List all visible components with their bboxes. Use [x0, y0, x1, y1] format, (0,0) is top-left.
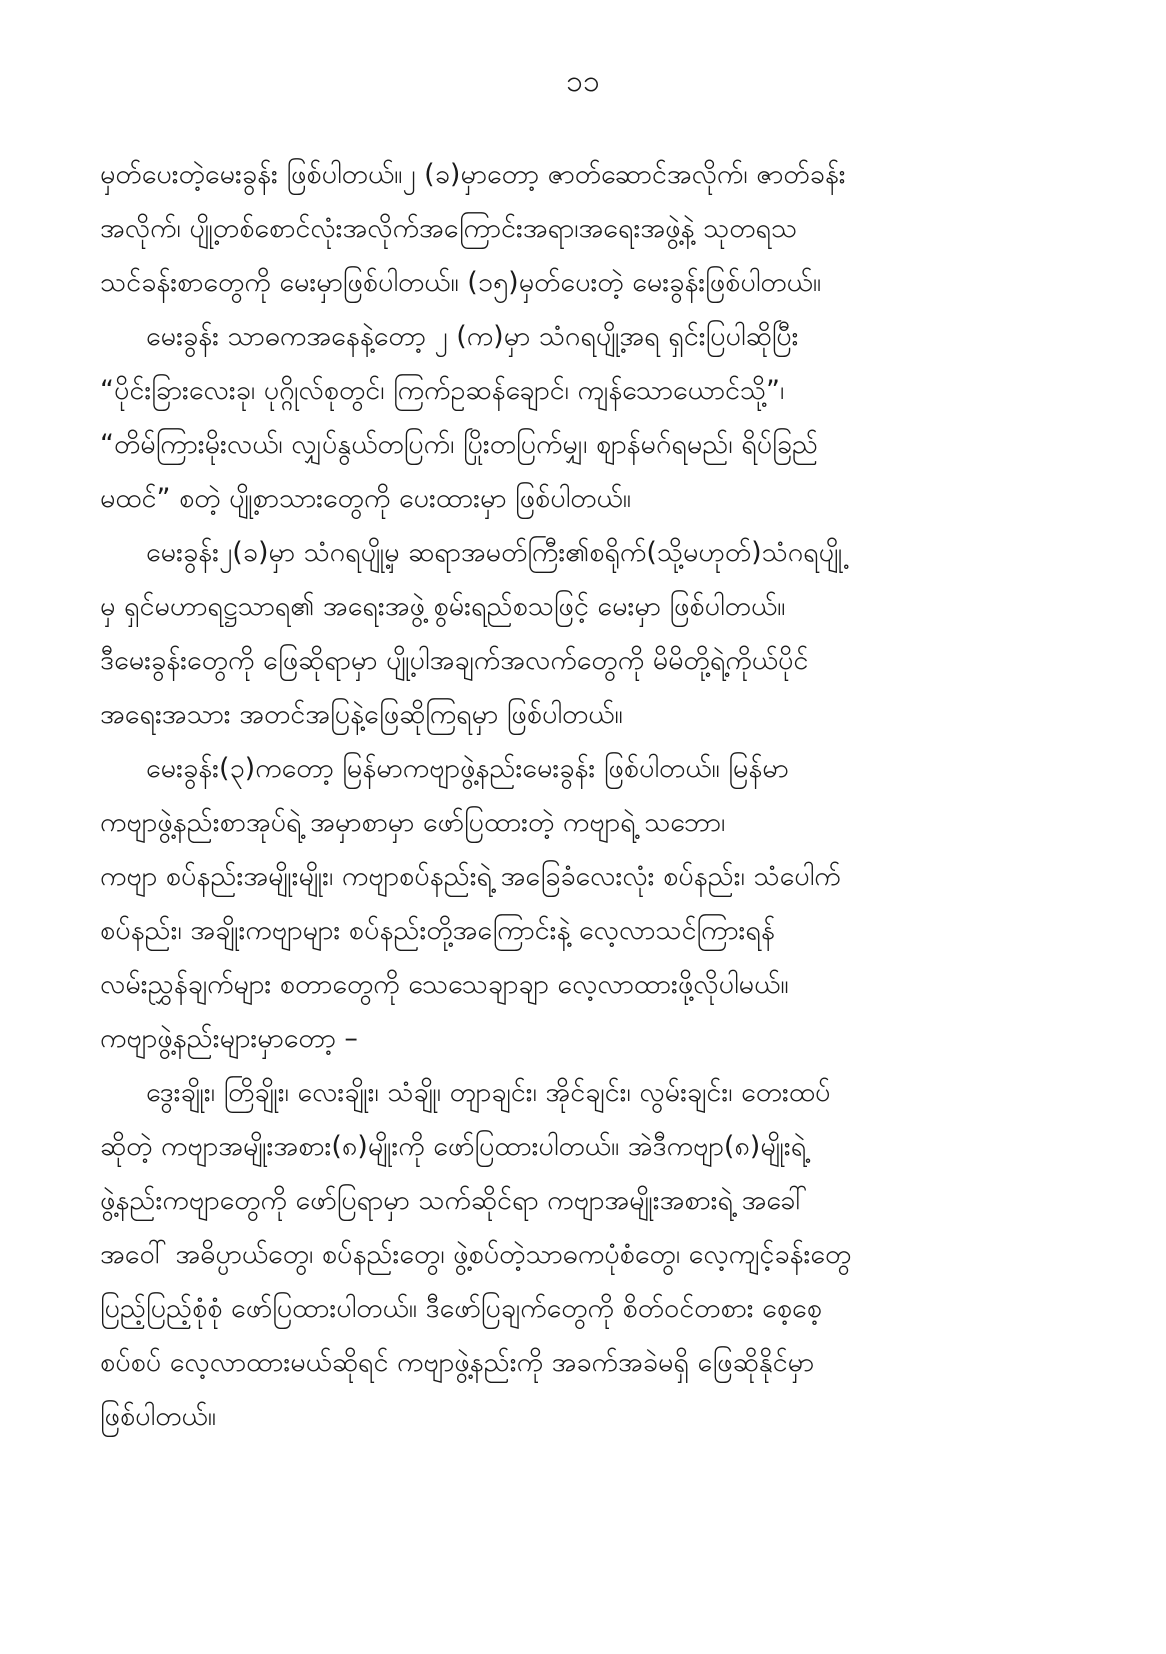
page-number: ၁၁ [566, 64, 600, 99]
text-line: “ပိုင်းခြားလေးခု၊ ပုဂ္ဂိုလ်စုတွင်၊ ကြက်ဥဆန်ချောင်၊ ကျန်သောယောင်သို့”၊ [100, 375, 785, 406]
paragraph-first-line: မေးခွန်း(၃)ကတော့ မြန်မာကဗျာဖွဲ့နည်းမေးခွန်း ဖြစ်ပါတယ်။ မြန်မာ [146, 753, 789, 784]
text-line: အဝေါ် အဓိပ္ပာယ်တွေ၊ စပ်နည်းတွေ၊ ဖွဲ့စပ်တဲ့သာဓကပုံစံတွေ၊ လေ့ကျင့်ခန်းတွေ [100, 1239, 852, 1270]
paragraph-first-line: ဒွေးချိုး၊ တြိချိုး၊ လေးချိုး၊ သံချို၊ တျာချင်း၊ အိုင်ချင်း၊ လွမ်းချင်း၊ တေးထပ် [146, 1077, 831, 1108]
paragraph-first-line: မေးခွန်း၂(ခ)မှာ သံဂရပျို့မှ ဆရာအမတ်ကြီး၏စရိုက်(သို့မဟုတ်)သံဂရပျို့ [146, 537, 843, 568]
text-line: မှတ်ပေးတဲ့မေးခွန်း ဖြစ်ပါတယ်။၂ (ခ)မှာတော့ ဇာတ်ဆောင်အလိုက်၊ ဇာတ်ခန်း [100, 159, 846, 190]
text-line: ပြည့်ပြည့်စုံစုံ ဖော်ပြထားပါတယ်။ ဒီဖော်ပြချက်တွေကို စိတ်ဝင်တစား စေ့စေ့ [100, 1293, 822, 1324]
text-line: ဖွဲ့နည်းကဗျာတွေကို ဖော်ပြရာမှာ သက်ဆိုင်ရာ ကဗျာအမျိုးအစားရဲ့ အခေါ် [100, 1185, 808, 1216]
text-line: မှ ရှင်မဟာရဋ္ဌသာရ၏ အရေးအဖွဲ့ စွမ်းရည်စသဖြင့် မေးမှာ ဖြစ်ပါတယ်။ [100, 591, 786, 622]
text-line: ဖြစ်ပါတယ်။ [100, 1401, 216, 1432]
text-line: ကဗျာဖွဲ့နည်းစာအုပ်ရဲ့ အမှာစာမှာ ဖော်ပြထားတဲ့ ကဗျာရဲ့ သဘော၊ [100, 807, 726, 838]
body-text [100, 148, 1068, 1444]
text-line: လမ်းညွှန်ချက်များ စတာတွေကို သေသေချာချာ လေ့လာထားဖို့လိုပါမယ်။ [100, 969, 789, 1000]
text-line: သင်ခန်းစာတွေကို မေးမှာဖြစ်ပါတယ်။ (၁၅)မှတ်ပေးတဲ့ မေးခွန်းဖြစ်ပါတယ်။ [100, 267, 822, 298]
paragraph-first-line: မေးခွန်း သာဓကအနေနဲ့တော့ ၂ (က)မှာ သံဂရပျို့အရ ရှင်းပြပါဆိုပြီး [146, 321, 799, 352]
text-line: ကဗျာ စပ်နည်းအမျိုးမျိုး၊ ကဗျာစပ်နည်းရဲ့ အခြေခံလေးလုံး စပ်နည်း၊ သံပေါက် [100, 861, 841, 892]
text-line: ဒီမေးခွန်းတွေကို ဖြေဆိုရာမှာ ပျို့ပါအချက်အလက်တွေကို မိမိတို့ရဲ့ကိုယ်ပိုင် [100, 645, 809, 676]
text-line: ဆိုတဲ့ ကဗျာအမျိုးအစား(၈)မျိုးကို ဖော်ပြထားပါတယ်။ အဲဒီကဗျာ(၈)မျိုးရဲ့ [100, 1131, 807, 1162]
text-line: “တိမ်ကြားမိုးလယ်၊ လျှပ်နွယ်တပြက်၊ ပြိုးတပြက်မျှ၊ စျာန်မဂ်ရမည်၊ ရိပ်ခြည် [100, 429, 818, 460]
text-line: အလိုက်၊ ပျို့တစ်စောင်လုံးအလိုက်အကြောင်းအရာ၊အရေးအဖွဲ့နဲ့ သုတရသ [100, 213, 798, 244]
text-line: စပ်စပ် လေ့လာထားမယ်ဆိုရင် ကဗျာဖွဲ့နည်းကို အခက်အခဲမရှိ ဖြေဆိုနိုင်မှာ [100, 1347, 815, 1378]
text-line: စပ်နည်း၊ အချိုးကဗျာများ စပ်နည်းတို့အကြောင်းနဲ့ လေ့လာသင်ကြားရန် [100, 915, 775, 946]
text-line: အရေးအသား အတင်အပြနဲ့ဖြေဆိုကြရမှာ ဖြစ်ပါတယ်။ [100, 699, 623, 730]
text-line: မထင်” စတဲ့ ပျို့စာသားတွေကို ပေးထားမှာ ဖြစ်ပါတယ်။ [100, 483, 631, 514]
text-line: ကဗျာဖွဲ့နည်းများမှာတော့ – [100, 1023, 358, 1054]
